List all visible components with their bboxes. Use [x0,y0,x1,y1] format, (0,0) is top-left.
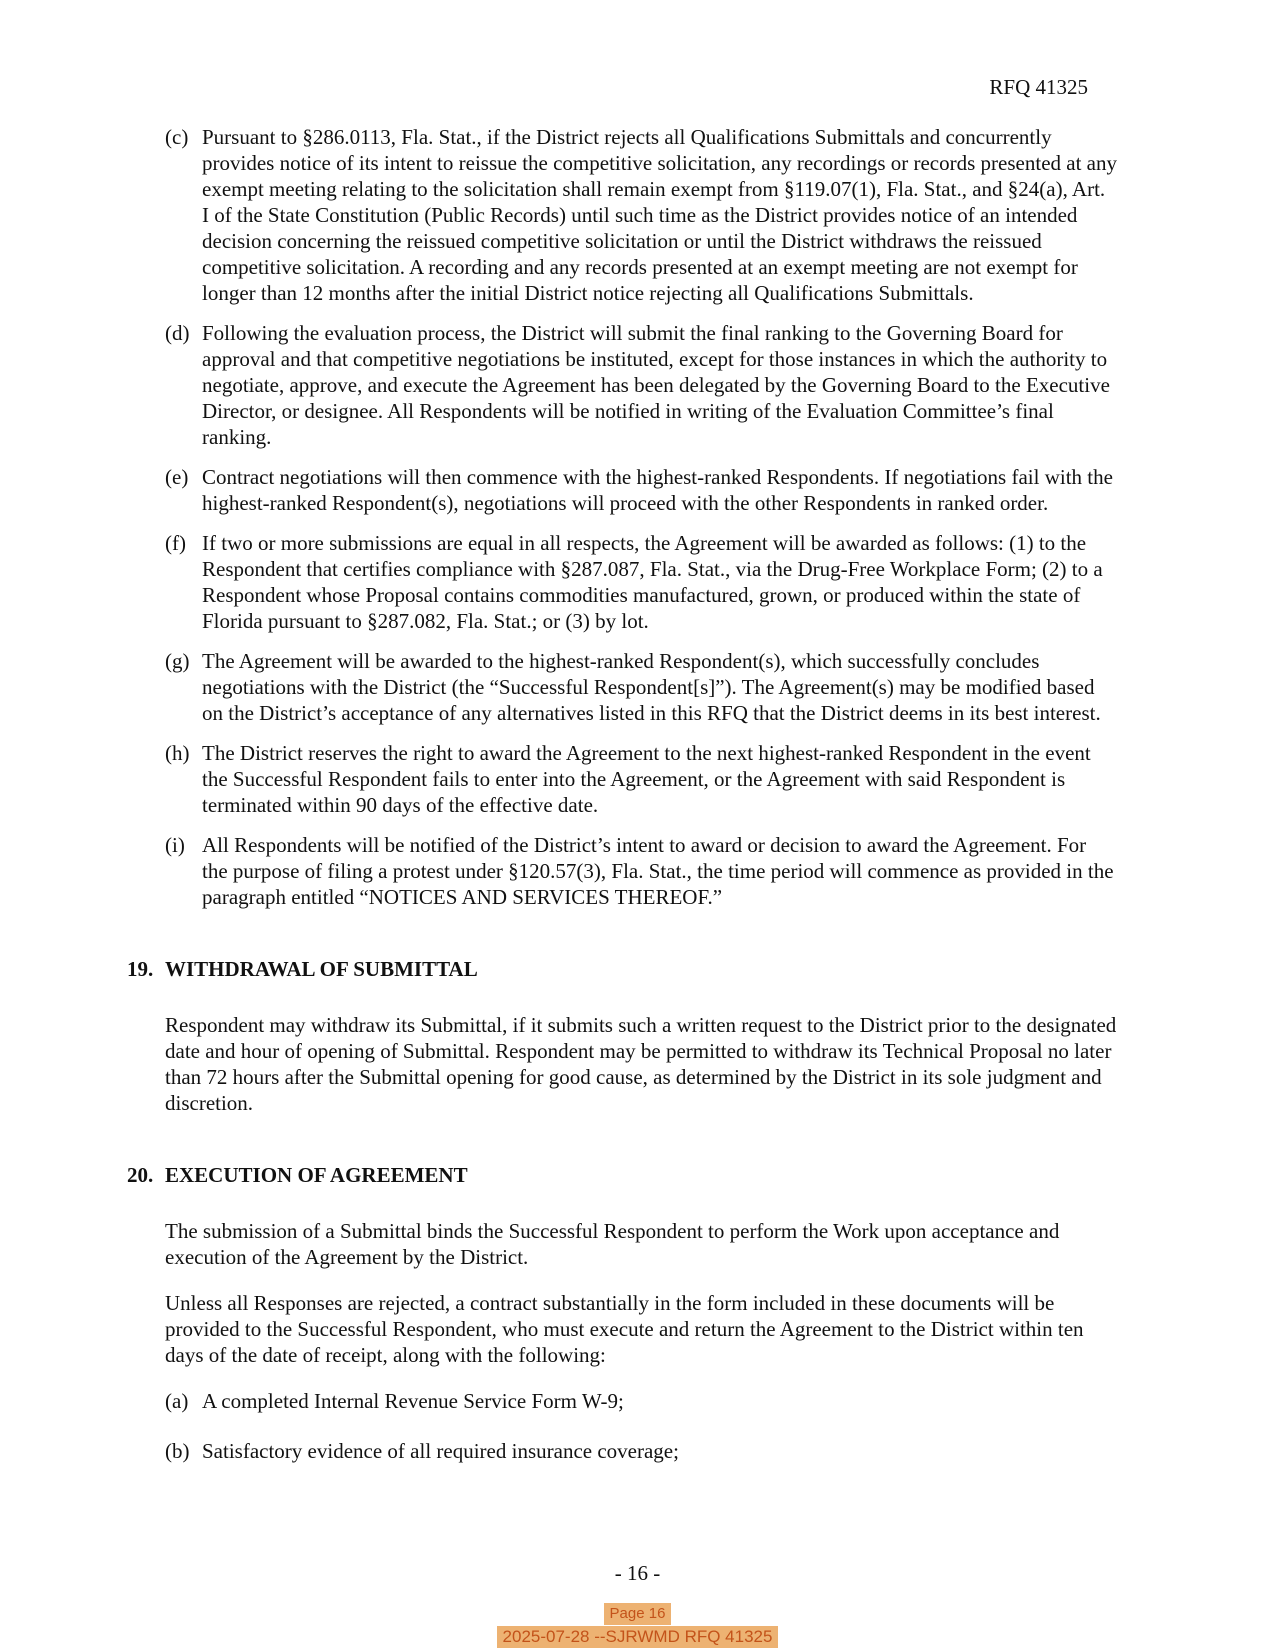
list-item-text: Pursuant to §286.0113, Fla. Stat., if the District rejects all Qualifications Submittals and concurrently provides notice of its intent to reissue the competitive solicitation, any recordings or records presented at any exempt meeting relating to the solicitation shall remain exempt from §119.07(1), Fla. Stat., and §24(a), Art. I of the State Constitution (Public Records) until such time as the District provides notice of an intended decision concerning the reissued competitive solicitation or until the District withdraws the reissued competitive solicitation. A recording and any records presented at an exempt meeting are not exempt for longer than 12 months after the initial District notice rejecting all Qualifications Submittals. [202,125,1117,305]
list-item-c [165,124,1117,306]
list-item-label: (h) [165,741,190,765]
list-item-text: Contract negotiations will then commence with the highest-ranked Respondents. If negotiations fail with the highest-ranked Respondent(s), negotiations will proceed with the other Respondents in ranked order. [202,465,1113,515]
list-item-label: (c) [165,125,189,149]
list-item-label: (d) [165,321,190,345]
stamp-date-label: 2025-07-28 --SJRWMD RFQ 41325 [497,1626,779,1648]
list-item-f [165,530,1117,634]
list-item-text: A completed Internal Revenue Service Form W-9; [202,1389,624,1413]
page-header: RFQ 41325 [989,75,1088,99]
section-19-paragraph: Respondent may withdraw its Submittal, if it submits such a written request to the District prior to the designated date and hour of opening of Submittal. Respondent may be permitted to withdraw its Technical Proposal no later than 72 hours after the Submittal opening for good cause, as determined by the District in its sole judgment and discretion. [165,1013,1117,1115]
list-item-g [165,648,1117,726]
list-item-label: (e) [165,465,189,489]
section-20-paragraph-2: Unless all Responses are rejected, a contract substantially in the form included in these documents will be provided to the Successful Respondent, who must execute and return the Agreement to the District within ten days of the date of receipt, along with the following: [165,1291,1084,1367]
section-number: 20. [127,1163,154,1187]
list-item-label: (i) [165,833,185,857]
list-item-d [165,320,1117,450]
list-item-label: (g) [165,649,190,673]
section-title: WITHDRAWAL OF SUBMITTAL [165,957,478,981]
list-item-label: (a) [165,1389,189,1413]
list-item-text: All Respondents will be notified of the District’s intent to award or decision to award the Agreement. For the purpose of filing a protest under §120.57(3), Fla. Stat., the time period will commence as provided in the paragraph entitled “NOTICES AND SERVICES THEREOF.” [202,833,1114,909]
list-item-text: If two or more submissions are equal in all respects, the Agreement will be awarded as follows: (1) to the Respondent that certifies compliance with §287.087, Fla. Stat., via the Drug-Free Workplace Form; (2) to a Respondent whose Proposal contains commodities manufactured, grown, or produced within the state of Florida pursuant to §287.082, Fla. Stat.; or (3) by lot. [202,531,1103,633]
list-item-i [165,832,1117,910]
document-body [0,124,1275,1488]
stamp-page-label: Page 16 [604,1603,672,1625]
page-number: - 16 - [614,1561,661,1585]
section-20-paragraph-1: The submission of a Submittal binds the Successful Respondent to perform the Work upon acceptance and execution of the Agreement by the District. [165,1219,1060,1269]
list-item-text: Following the evaluation process, the District will submit the final ranking to the Governing Board for approval and that competitive negotiations be instituted, except for those instances in which the authority to negotiate, approve, and execute the Agreement has been delegated by the Governing Board to the Executive Director, or designee. All Respondents will be notified in writing of the Evaluation Committee’s final ranking. [202,321,1110,449]
list-item-b [165,1438,1117,1464]
section-heading-19 [127,956,1275,982]
list-item-text: The District reserves the right to award the Agreement to the next highest-ranked Respondent in the event the Successful Respondent fails to enter into the Agreement, or the Agreement with said Respondent is terminated within 90 days of the effective date. [202,741,1091,817]
list-item-text: The Agreement will be awarded to the highest-ranked Respondent(s), which successfully concludes negotiations with the District (the “Successful Respondent[s]”). The Agreement(s) may be modified based on the District’s acceptance of any alternatives listed in this RFQ that the District deems in its best interest. [202,649,1101,725]
section-number: 19. [127,957,154,981]
section-heading-20 [127,1162,1275,1188]
list-item-a [165,1388,1117,1414]
list-item-h [165,740,1117,818]
list-item-label: (f) [165,531,186,555]
document-stamp [0,1601,1275,1648]
list-item-text: Satisfactory evidence of all required insurance coverage; [202,1439,679,1463]
section-title: EXECUTION OF AGREEMENT [165,1163,468,1187]
list-item-e [165,464,1117,516]
list-item-label: (b) [165,1439,190,1463]
